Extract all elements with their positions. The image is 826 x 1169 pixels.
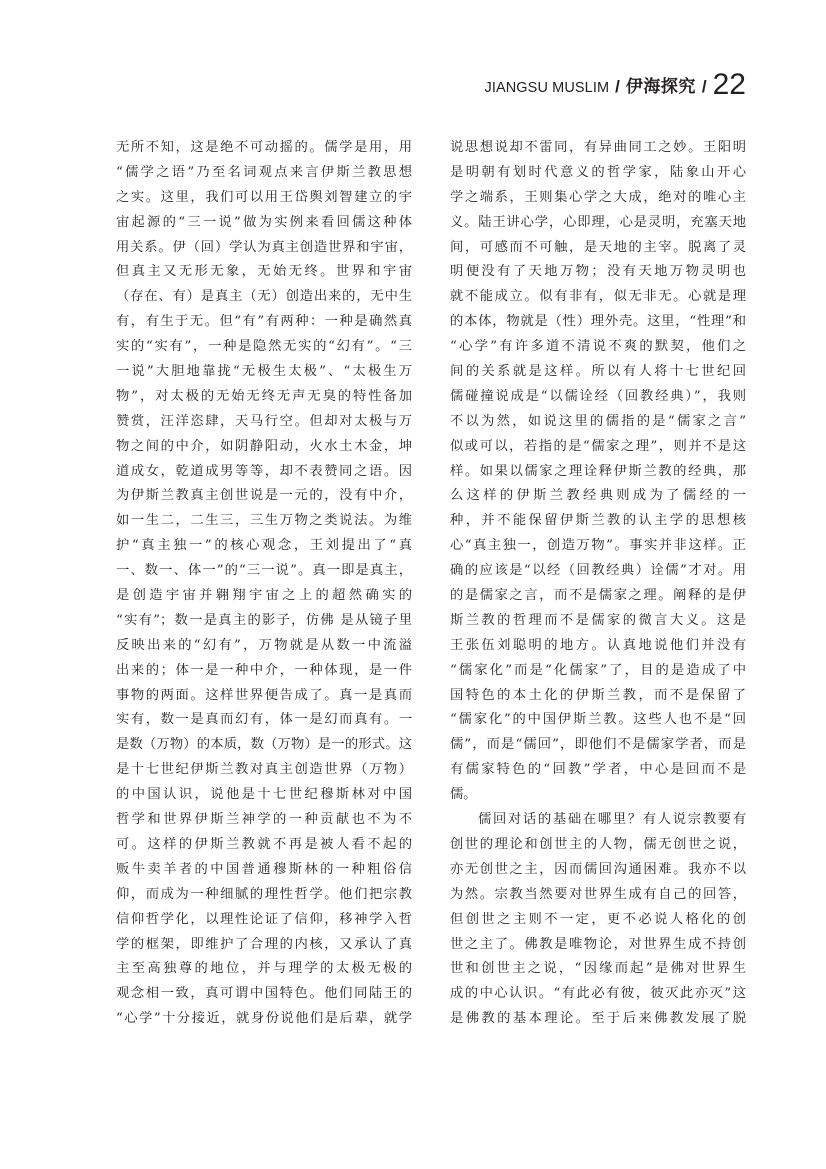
text-line: 王张伍刘聪明的地方。认真地说他们并没有 — [450, 637, 746, 653]
text-line: 种，并不能保留伊斯兰教的认主学的思想核 — [450, 513, 746, 529]
text-line: 仰，而成为一种细腻的理性哲学。他们把宗教 — [116, 886, 412, 902]
text-line: 可。这样的伊斯兰教就不再是被人看不起的 — [116, 836, 412, 852]
text-line: 学之端系，王则集心学之大成，绝对的唯心主 — [450, 189, 746, 205]
text-line: 儒。 — [450, 787, 477, 803]
text-line: 间，可感而不可触，是天地的主宰。脱离了灵 — [450, 239, 746, 255]
running-header — [484, 66, 746, 100]
text-line: 主至高独尊的地位，并与理学的太极无极的 — [116, 961, 412, 977]
text-line: 的是儒家之言，而不是儒家之理。阐释的是伊 — [450, 588, 746, 604]
text-line: 护“真主独一”的核心观念，王刘提出了“真 — [116, 538, 412, 554]
text-line: 之实。这里，我们可以用王岱舆刘智建立的宇 — [116, 189, 412, 205]
text-line: 学的框架，即维护了合理的内核，又承认了真 — [116, 936, 412, 952]
text-line: 有，有生于无。但“有”有两种：一种是确然真 — [116, 314, 412, 330]
text-line: 无所不知，这是绝不可动摇的。儒学是用，用 — [116, 140, 412, 155]
text-line: 物之间的中介，如阴静阳动，火水土木金，坤 — [116, 438, 412, 454]
text-line: 有儒家特色的“回教”学者，中心是回而不是 — [450, 762, 746, 778]
text-line: 确的应该是“以经（回教经典）诠儒”才对。用 — [450, 563, 746, 579]
text-line: 间的关系就是这样。所以有人将十七世纪回 — [450, 364, 746, 380]
header-separator: / — [701, 77, 707, 96]
text-line: 实有，数一是真而幻有，体一是幻而真有。一 — [116, 712, 412, 728]
text-line: 的中国认识，说他是十七世纪穆斯林对中国 — [116, 787, 412, 803]
text-line: 不以为然，如说这里的儒指的是“儒家之言” — [450, 413, 746, 429]
text-line: 是佛教的基本理论。至于后来佛教发展了脱 — [450, 1011, 746, 1027]
text-line: 明便没有了天地万物；没有天地万物灵明也 — [450, 264, 746, 280]
text-line: 儒碰撞说成是“以儒诠经（回教经典）”，我则 — [450, 388, 746, 404]
text-line: 出来的；体一是一种中介，一种体现，是一件 — [116, 662, 412, 678]
text-line: 实的“实有”，一种是隐然无实的“幻有”。“三 — [116, 339, 412, 355]
text-line: “儒学之语”乃至名词观点来言伊斯兰教思想 — [116, 164, 412, 180]
text-line: “儒家化”的中国伊斯兰教。这些人也不是“回 — [450, 712, 746, 728]
text-line: “心学”有许多道不清说不爽的默契，他们之 — [450, 339, 746, 355]
text-line: 事物的两面。这样世界便告成了。真一是真而 — [116, 687, 412, 703]
page-number: 22 — [712, 68, 746, 101]
text-line: 物”，对太极的无始无终无声无臭的特性备加 — [116, 388, 412, 404]
text-line: 贩牛卖羊者的中国普通穆斯林的一种粗俗信 — [116, 861, 412, 877]
text-line: “儒家化”而是“化儒家”了，目的是造成了中 — [450, 662, 746, 678]
text-line: 宙起源的“三一说”做为实例来看回儒这种体 — [116, 214, 412, 230]
text-line: 斯兰教的哲理而不是儒家的微言大义。这是 — [450, 612, 746, 628]
text-line: 么这样的伊斯兰教经典则成为了儒经的一 — [450, 488, 746, 504]
text-line: （存在、有）是真主（无）创造出来的，无中生 — [116, 289, 412, 305]
section-title-chinese: 伊海探究 — [625, 77, 696, 97]
text-line: 是明朝有划时代意义的哲学家，陆象山开心 — [450, 164, 746, 180]
journal-name-english: JIANGSU MUSLIM — [484, 80, 610, 96]
text-line: 国特色的本土化的伊斯兰教，而不是保留了 — [450, 687, 746, 703]
text-line: 成的中心认识。“有此必有彼，彼灭此亦灭”这 — [450, 986, 746, 1002]
text-line: 心“真主独一，创造万物”。事实并非这样。正 — [450, 538, 746, 554]
text-line: 为然。宗教当然要对世界生成有自己的回答， — [450, 886, 746, 902]
text-column-left — [116, 136, 412, 1066]
text-line: 创世的理论和创世主的人物，儒无创世之说， — [450, 836, 746, 852]
text-line: 似或可以，若指的是“儒家之理”，则并不是这 — [450, 438, 746, 454]
text-line: 就不能成立。似有非有，似无非无。心就是理 — [450, 289, 746, 305]
text-line: “心学”十分接近，就身份说他们是后辈，就学 — [116, 1011, 412, 1027]
text-line: 信仰哲学化，以理性论证了信仰，移神学入哲 — [116, 911, 412, 927]
text-line: 儒”，而是“儒回”，即他们不是儒家学者，而是 — [450, 737, 746, 753]
text-line: 世和创世主之说，“因缘而起”是佛对世界生 — [450, 961, 746, 977]
text-line: 赞赏，汪洋恣肆，天马行空。但却对太极与万 — [116, 413, 412, 429]
text-line: 如一生二，二生三，三生万物之类说法。为维 — [116, 513, 412, 529]
text-line: 为伊斯兰教真主创世说是一元的，没有中介， — [116, 488, 412, 504]
text-line: 说思想说却不雷同，有异曲同工之妙。王阳明 — [450, 140, 746, 155]
text-line: 但创世之主则不一定，更不必说人格化的创 — [450, 911, 746, 927]
text-line: 哲学和世界伊斯兰神学的一种贡献也不为不 — [116, 812, 412, 828]
text-line: 一、数一、体一”的“三一说”。真一即是真主， — [116, 563, 412, 579]
text-line: 义。陆王讲心学，心即理，心是灵明，充塞天地 — [450, 214, 746, 230]
text-line: 亦无创世之主，因而儒回沟通困难。我亦不以 — [450, 861, 746, 877]
text-line: 是数（万物）的本质，数（万物）是一的形式。这 — [116, 737, 412, 753]
text-line: 用关系。伊（回）学认为真主创造世界和宇宙， — [116, 239, 412, 255]
text-line: “实有”；数一是真主的影子，仿佛 是从镜子里 — [116, 612, 412, 628]
text-column-right — [450, 136, 746, 1066]
text-line: 一说”大胆地靠拢“无极生太极”、“太极生万 — [116, 364, 412, 380]
text-line: 反映出来的“幻有”，万物就是从数一中流溢 — [116, 637, 412, 653]
text-line: 观念相一致，真可谓中国特色。他们同陆王的 — [116, 986, 412, 1002]
text-line: 世之主了。佛教是唯物论，对世界生成不持创 — [450, 936, 746, 952]
text-line: 儒回对话的基础在哪里？有人说宗教要有 — [478, 812, 746, 828]
text-line: 是创造宇宙并翱翔宇宙之上的超然确实的 — [116, 588, 412, 604]
text-line: 是十七世纪伊斯兰教对真主创造世界（万物） — [116, 762, 412, 778]
text-line: 但真主又无形无象，无始无终。世界和宇宙 — [116, 264, 412, 280]
text-line: 样。如果以儒家之理诠释伊斯兰教的经典，那 — [450, 463, 746, 479]
text-line: 的本体，物就是（性）理外壳。这里，“性理”和 — [450, 314, 746, 330]
text-line: 道成女，乾道成男等等，却不表赞同之语。因 — [116, 463, 412, 479]
header-separator: / — [615, 77, 620, 96]
